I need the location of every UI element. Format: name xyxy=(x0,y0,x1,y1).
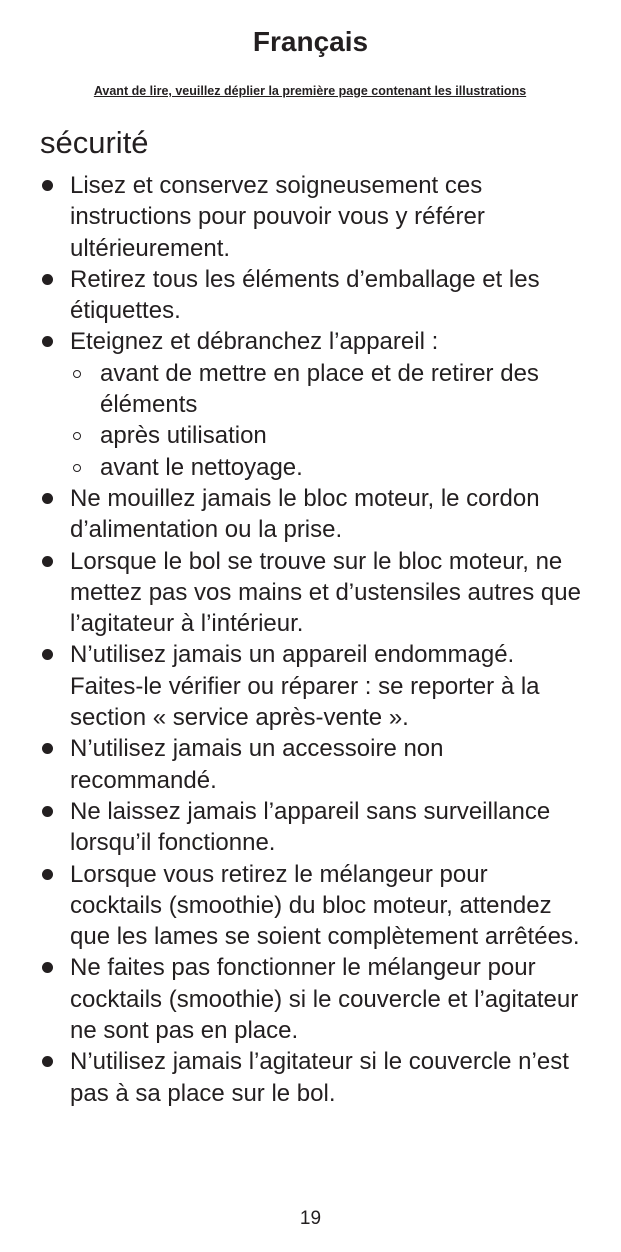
list-item-text: Ne mouillez jamais le bloc moteur, le cordon d’alimentation ou la prise. xyxy=(70,484,540,544)
bullet-icon xyxy=(42,743,53,754)
list-item-text: Ne laissez jamais l’appareil sans surveillance lorsqu’il fonctionne. xyxy=(70,797,551,857)
list-item xyxy=(0,326,621,482)
page-number: 19 xyxy=(299,1208,322,1229)
sub-list-item xyxy=(70,358,581,421)
list-item xyxy=(0,733,621,796)
list-item xyxy=(0,170,621,264)
list-item-text: N’utilisez jamais l’agitateur si le couvercle n’est pas à sa place sur le bol. xyxy=(70,1048,569,1107)
list-item-text: N’utilisez jamais un accessoire non recommandé. xyxy=(70,735,444,794)
bullet-icon xyxy=(42,274,53,285)
list-item xyxy=(0,859,621,953)
circle-bullet-icon xyxy=(73,464,81,472)
circle-bullet-icon xyxy=(73,432,81,440)
sub-list-item xyxy=(70,420,581,451)
section-heading: sécurité xyxy=(40,125,149,160)
list-item-text: Eteignez et débranchez l’appareil : xyxy=(70,328,439,356)
bullet-icon xyxy=(42,869,53,880)
bullet-icon xyxy=(42,806,53,817)
list-item xyxy=(0,483,621,546)
list-item xyxy=(0,546,621,640)
bullet-icon xyxy=(42,180,53,191)
sub-list-item-text: avant le nettoyage. xyxy=(100,453,303,481)
list-item xyxy=(0,1046,621,1109)
list-item xyxy=(0,796,621,859)
list-item-text: Lisez et conservez soigneusement ces instructions pour pouvoir vous y référer ultérieurement. xyxy=(70,172,485,262)
list-item xyxy=(0,952,621,1046)
list-item xyxy=(0,639,621,733)
bullet-icon xyxy=(42,962,53,973)
list-item-text: Ne faites pas fonctionner le mélangeur pour cocktails (smoothie) si le couvercle et l’agitateur ne sont pas en place. xyxy=(70,954,579,1045)
list-item-text: N’utilisez jamais un appareil endommagé. Faites-le vérifier ou réparer : se reporter à la section « service après-vente ». xyxy=(70,641,540,732)
unfold-notice: Avant de lire, veuillez déplier la première page contenant les illustrations xyxy=(93,84,527,98)
sub-list-item-text: avant de mettre en place et de retirer des éléments xyxy=(100,359,539,419)
bullet-icon xyxy=(42,556,53,567)
safety-list xyxy=(0,170,621,1109)
list-item-text: Lorsque le bol se trouve sur le bloc moteur, ne mettez pas vos mains et d’ustensiles autres que l’agitateur à l’intérieur. xyxy=(70,547,581,638)
sub-list xyxy=(70,358,581,483)
bullet-icon xyxy=(42,649,53,660)
circle-bullet-icon xyxy=(73,370,81,378)
bullet-icon xyxy=(42,1056,53,1067)
language-title: Français xyxy=(252,26,369,57)
sub-list-item xyxy=(70,452,581,483)
list-item-text: Retirez tous les éléments d’emballage et les étiquettes. xyxy=(70,265,540,325)
sub-list-item-text: après utilisation xyxy=(100,422,267,450)
bullet-icon xyxy=(42,336,53,347)
bullet-icon xyxy=(42,493,53,504)
list-item xyxy=(0,264,621,327)
list-item-text: Lorsque vous retirez le mélangeur pour cocktails (smoothie) du bloc moteur, attendez que les lames se soient complètement arrêtées. xyxy=(70,860,580,951)
